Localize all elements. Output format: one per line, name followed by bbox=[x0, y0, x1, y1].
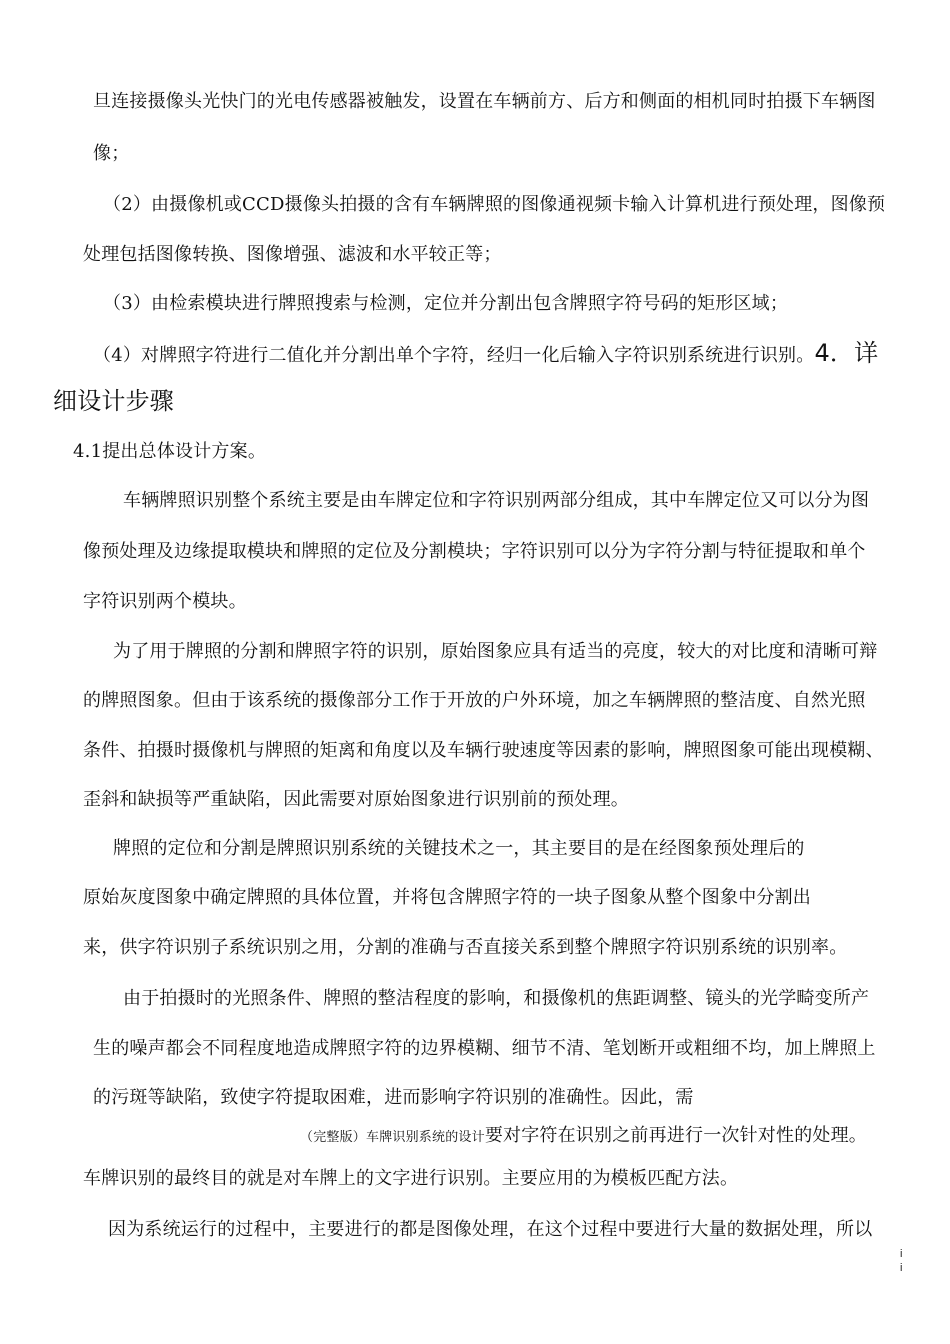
text-line: 像预处理及边缘提取模块和牌照的定位及分割模块；字符识别可以分为字符分割与特征提取和单个 bbox=[83, 541, 866, 562]
text-line: 为了用于牌照的分割和牌照字符的识别，原始图象应具有适当的亮度，较大的对比度和清晰可辩 bbox=[113, 641, 878, 662]
page-number: i bbox=[900, 1248, 903, 1260]
text-line: （2）由摄像机或CCD摄像头拍摄的含有车辆牌照的图像通视频卡输入计算机进行预处理，图像预 bbox=[103, 194, 886, 215]
page-number: i bbox=[900, 1262, 903, 1274]
text-line: 牌照的定位和分割是牌照识别系统的关键技术之一，其主要目的是在经图象预处理后的 bbox=[113, 838, 805, 859]
text-line-segment: 要对字符在识别之前再进行一次针对性的处理。 bbox=[484, 1125, 868, 1146]
section-number: 4． bbox=[814, 339, 855, 367]
text-line: 字符识别两个模块。 bbox=[83, 591, 247, 612]
text-line: 生的噪声都会不同程度地造成牌照字符的边界模糊、细节不清、笔划断开或粗细不均，加上牌照上 bbox=[93, 1038, 876, 1059]
text-line: 来，供字符识别子系统识别之用，分割的准确与否直接关系到整个牌照字符识别系统的识别率。 bbox=[83, 937, 848, 958]
text-line: 由于拍摄时的光照条件、牌照的整洁程度的影响，和摄像机的焦距调整、镜头的光学畸变所产 bbox=[123, 988, 870, 1009]
text-line: （3）由检索模块进行牌照搜索与检测，定位并分割出包含牌照字符号码的矩形区域； bbox=[103, 293, 789, 314]
text-line: 车辆牌照识别整个系统主要是由车牌定位和字符识别两部分组成，其中车牌定位又可以分为图 bbox=[123, 490, 870, 511]
subsection-heading: 4.1提出总体设计方案。 bbox=[73, 441, 267, 462]
text-line: 像； bbox=[93, 143, 130, 164]
text-line: 处理包括图像转换、图像增强、滤波和水平较正等； bbox=[83, 244, 502, 265]
text-line bbox=[300, 1124, 867, 1150]
section-heading: 细设计步骤 bbox=[53, 387, 174, 415]
text-line: 歪斜和缺损等严重缺陷，因此需要对原始图象进行识别前的预处理。 bbox=[83, 789, 629, 810]
text-line: 车牌识别的最终目的就是对车牌上的文字进行识别。主要应用的为模板匹配方法。 bbox=[83, 1168, 739, 1189]
text-line bbox=[93, 341, 878, 368]
text-line: 的污斑等缺陷，致使字符提取困难，进而影响字符识别的准确性。因此，需 bbox=[93, 1087, 694, 1108]
section-heading-start: 详 bbox=[854, 339, 879, 367]
text-line: 因为系统运行的过程中，主要进行的都是图像处理，在这个过程中要进行大量的数据处理，所以 bbox=[108, 1219, 873, 1240]
running-header: （完整版）车牌识别系统的设计 bbox=[300, 1130, 485, 1145]
text-line-segment: （4）对牌照字符进行二值化并分割出单个字符，经归一化后输入字符识别系统进行识别。 bbox=[93, 345, 815, 366]
text-line: 原始灰度图象中确定牌照的具体位置，并将包含牌照字符的一块子图象从整个图象中分割出 bbox=[83, 887, 811, 908]
text-line: 条件、拍摄时摄像机与牌照的矩离和角度以及车辆行驶速度等因素的影响，牌照图象可能出现模糊、 bbox=[83, 740, 884, 761]
text-line: 旦连接摄像头光快门的光电传感器被触发，设置在车辆前方、后方和侧面的相机同时拍摄下车辆图 bbox=[93, 91, 876, 112]
text-line: 的牌照图象。但由于该系统的摄像部分工作于开放的户外环境，加之车辆牌照的整洁度、自然光照 bbox=[83, 690, 866, 711]
